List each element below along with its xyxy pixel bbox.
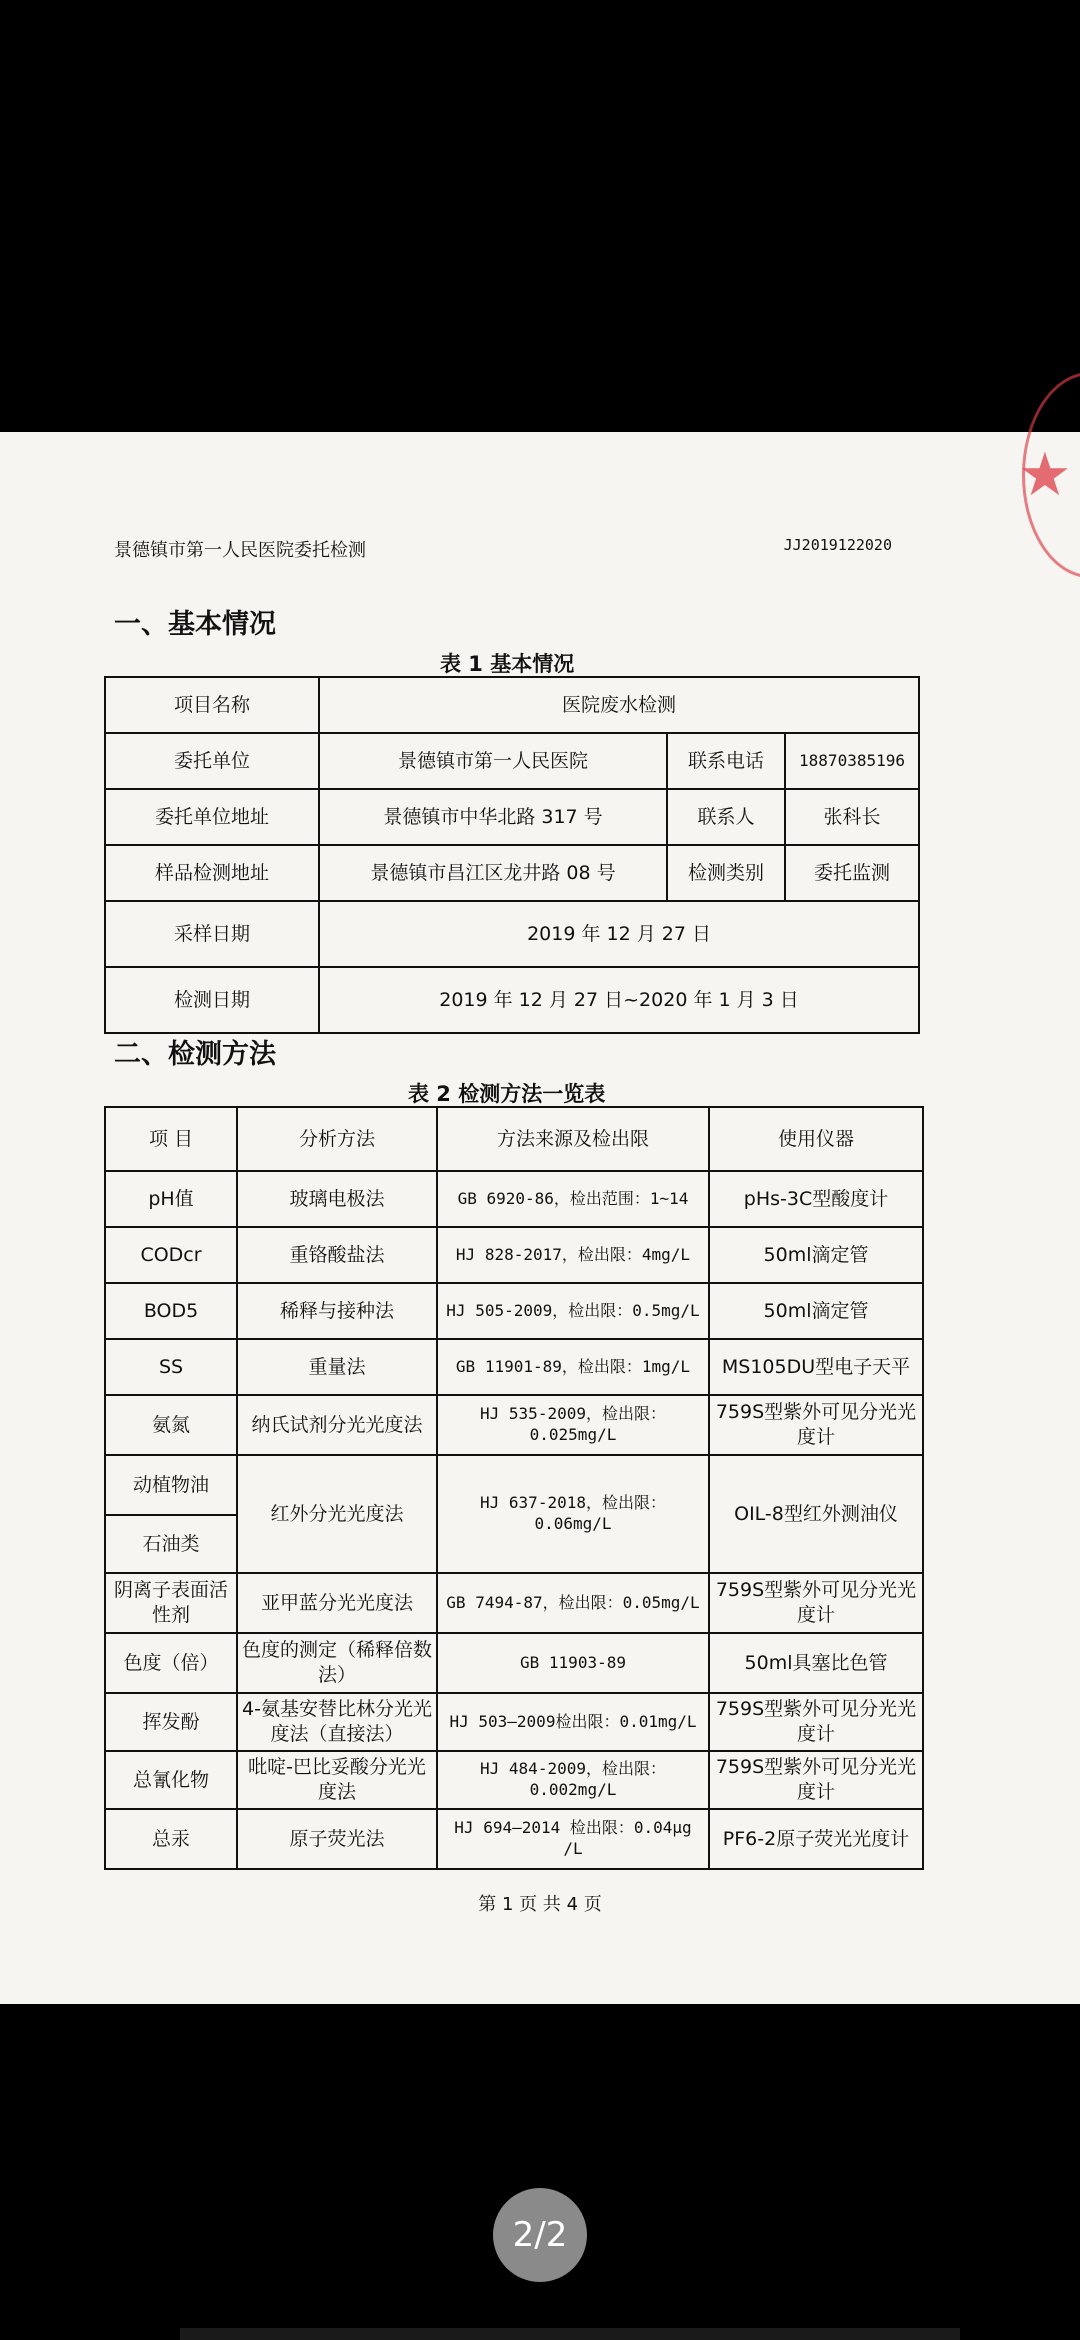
test-address-value: 景德镇市昌江区龙井路 08 号 xyxy=(319,845,667,901)
section-test-methods-title: 二、检测方法 xyxy=(114,1039,276,1070)
client-value: 景德镇市第一人民医院 xyxy=(319,733,667,789)
page-indicator[interactable]: 2/2 xyxy=(493,2188,587,2282)
method-cell: 色度的测定（稀释倍数法） xyxy=(237,1633,437,1693)
table-row xyxy=(105,1339,923,1395)
contact-value: 张科长 xyxy=(785,789,919,845)
method-cell: 重铬酸盐法 xyxy=(237,1227,437,1283)
item-cell: pH值 xyxy=(105,1171,237,1227)
project-name-value: 医院废水检测 xyxy=(319,677,919,733)
client-address-value: 景德镇市中华北路 317 号 xyxy=(319,789,667,845)
source-cell: GB 11903-89 xyxy=(437,1633,709,1693)
method-cell: 红外分光光度法 xyxy=(237,1455,437,1573)
instrument-cell: MS105DU型电子天平 xyxy=(709,1339,923,1395)
method-cell: 吡啶-巴比妥酸分光光度法 xyxy=(237,1751,437,1809)
source-cell: GB 7494-87，检出限：0.05mg/L xyxy=(437,1573,709,1633)
source-cell: HJ 484-2009，检出限：0.002mg/L xyxy=(437,1751,709,1809)
table-row xyxy=(105,1751,923,1809)
item-cell: 石油类 xyxy=(105,1515,237,1573)
source-cell: HJ 505-2009，检出限：0.5mg/L xyxy=(437,1283,709,1339)
basic-info-table xyxy=(104,676,920,1034)
instrument-cell: 50ml滴定管 xyxy=(709,1227,923,1283)
source-cell: HJ 503—2009检出限：0.01mg/L xyxy=(437,1693,709,1751)
header-method: 分析方法 xyxy=(237,1107,437,1171)
method-cell: 亚甲蓝分光光度法 xyxy=(237,1573,437,1633)
table-row xyxy=(105,1227,923,1283)
method-cell: 4-氨基安替比林分光光度法（直接法） xyxy=(237,1693,437,1751)
method-cell: 重量法 xyxy=(237,1339,437,1395)
item-cell: 阴离子表面活性剂 xyxy=(105,1573,237,1633)
test-date-label: 检测日期 xyxy=(105,967,319,1033)
item-cell: CODcr xyxy=(105,1227,237,1283)
instrument-cell: 759S型紫外可见分光光度计 xyxy=(709,1573,923,1633)
document-page xyxy=(0,432,1080,2004)
method-cell: 玻璃电极法 xyxy=(237,1171,437,1227)
section-basic-info-title: 一、基本情况 xyxy=(114,609,276,640)
source-cell: HJ 535-2009，检出限：0.025mg/L xyxy=(437,1395,709,1455)
table-row xyxy=(105,1455,923,1515)
client-address-label: 委托单位地址 xyxy=(105,789,319,845)
sampling-date-label: 采样日期 xyxy=(105,901,319,967)
source-cell: GB 6920-86，检出范围：1~14 xyxy=(437,1171,709,1227)
source-cell: HJ 637-2018，检出限：0.06mg/L xyxy=(437,1455,709,1573)
item-cell: 动植物油 xyxy=(105,1455,237,1515)
header-report-no: JJ2019122020 xyxy=(783,536,892,554)
item-cell: 色度（倍） xyxy=(105,1633,237,1693)
source-cell: GB 11901-89，检出限：1mg/L xyxy=(437,1339,709,1395)
table-row xyxy=(105,1809,923,1869)
table-row xyxy=(105,1693,923,1751)
instrument-cell: PF6-2原子荧光光度计 xyxy=(709,1809,923,1869)
page-footer: 第 1 页 共 4 页 xyxy=(478,1894,602,1915)
source-cell: HJ 828-2017，检出限：4mg/L xyxy=(437,1227,709,1283)
test-date-value: 2019 年 12 月 27 日~2020 年 1 月 3 日 xyxy=(319,967,919,1033)
instrument-cell: 759S型紫外可见分光光度计 xyxy=(709,1693,923,1751)
table-row xyxy=(105,1395,923,1455)
source-cell: HJ 694—2014 检出限：0.04μg /L xyxy=(437,1809,709,1869)
sampling-date-value: 2019 年 12 月 27 日 xyxy=(319,901,919,967)
item-cell: BOD5 xyxy=(105,1283,237,1339)
item-cell: SS xyxy=(105,1339,237,1395)
item-cell: 挥发酚 xyxy=(105,1693,237,1751)
bottom-thumbnail-strip xyxy=(180,2328,960,2340)
instrument-cell: pHs-3C型酸度计 xyxy=(709,1171,923,1227)
test-methods-table xyxy=(104,1106,924,1870)
instrument-cell: 759S型紫外可见分光光度计 xyxy=(709,1751,923,1809)
stamp-star-icon: ★ xyxy=(1018,440,1072,510)
header-instrument: 使用仪器 xyxy=(709,1107,923,1171)
table2-caption: 表 2 检测方法一览表 xyxy=(408,1082,606,1106)
instrument-cell: 759S型紫外可见分光光度计 xyxy=(709,1395,923,1455)
phone-value: 18870385196 xyxy=(785,733,919,789)
method-cell: 纳氏试剂分光光度法 xyxy=(237,1395,437,1455)
category-label: 检测类别 xyxy=(667,845,785,901)
instrument-cell: 50ml具塞比色管 xyxy=(709,1633,923,1693)
item-cell: 总氰化物 xyxy=(105,1751,237,1809)
category-value: 委托监测 xyxy=(785,845,919,901)
header-org: 景德镇市第一人民医院委托检测 xyxy=(114,540,366,561)
item-cell: 总汞 xyxy=(105,1809,237,1869)
table-row xyxy=(105,1283,923,1339)
project-name-label: 项目名称 xyxy=(105,677,319,733)
table-row xyxy=(105,1573,923,1633)
method-cell: 稀释与接种法 xyxy=(237,1283,437,1339)
header-source: 方法来源及检出限 xyxy=(437,1107,709,1171)
table-row xyxy=(105,1633,923,1693)
table1-caption: 表 1 基本情况 xyxy=(440,652,575,676)
phone-label: 联系电话 xyxy=(667,733,785,789)
contact-label: 联系人 xyxy=(667,789,785,845)
item-cell: 氨氮 xyxy=(105,1395,237,1455)
test-address-label: 样品检测地址 xyxy=(105,845,319,901)
instrument-cell: 50ml滴定管 xyxy=(709,1283,923,1339)
header-item: 项 目 xyxy=(105,1107,237,1171)
method-cell: 原子荧光法 xyxy=(237,1809,437,1869)
client-label: 委托单位 xyxy=(105,733,319,789)
table-row xyxy=(105,1171,923,1227)
instrument-cell: OIL-8型红外测油仪 xyxy=(709,1455,923,1573)
